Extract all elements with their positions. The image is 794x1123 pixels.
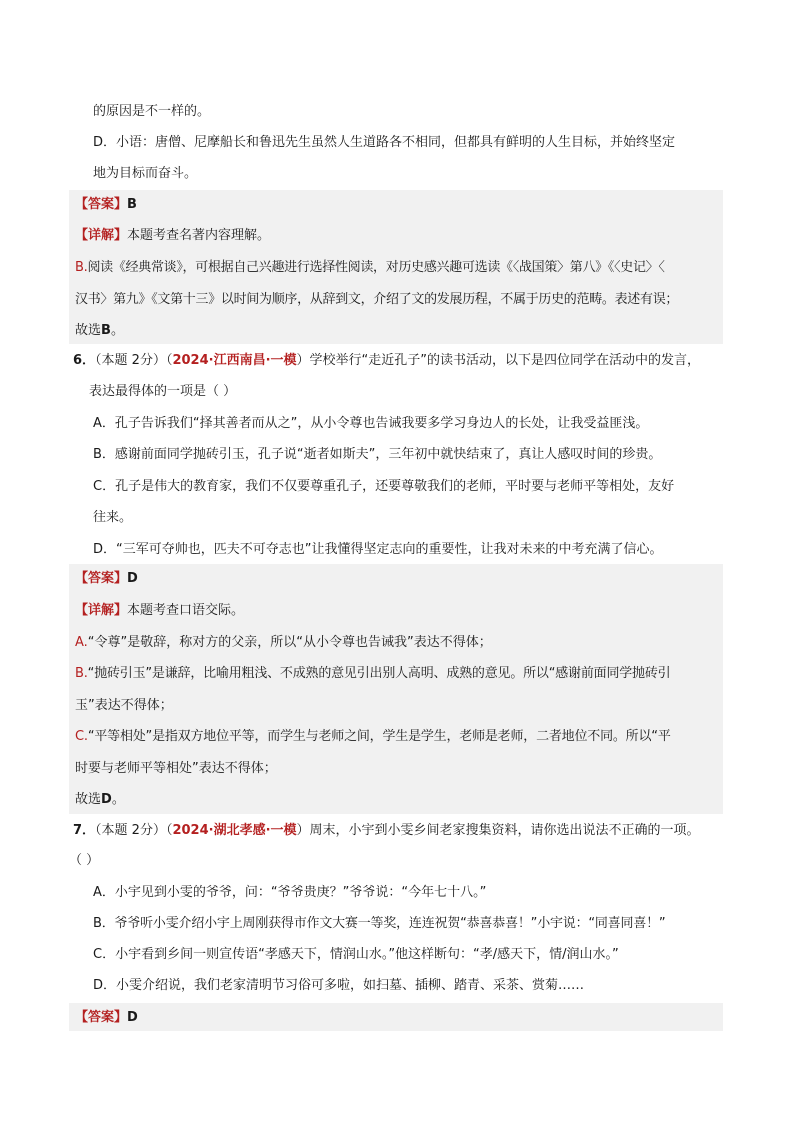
q6-explanation-b-cont: 玉”表达不得体；: [75, 698, 173, 713]
q7-stem: 7．（本题 2分）（2024·湖北孝感·一模）周末，小宇到小雯乡间老家搜集资料，请你选出说法不正确的一项。: [73, 823, 700, 838]
q7-option-d: D．小雯介绍说，我们老家清明节习俗可多啦，如扫墓、插柳、踏青、采茶、赏菊……: [93, 978, 585, 993]
q6-explanation-c-cont: 时要与老师平等相处”表达不得体；: [75, 761, 277, 776]
q6-detail: 【详解】本题考查口语交际。: [75, 603, 245, 618]
q5-explanation-b: B.阅读《经典常谈》，可根据自己兴趣进行选择性阅读，对历史感兴趣可选读《〈战国策〉第八》《〈史记〉〈: [75, 260, 665, 275]
q5-option-d: D．小语：唐僧、尼摩船长和鲁迅先生虽然人生道路各不相同，但都具有鲜明的人生目标，并始终坚定: [93, 135, 676, 150]
q7-option-c: C．小宇看到乡间一则宣传语“孝感天下，情润山水。”他这样断句：“孝/感天下，情/润山水。”: [93, 947, 619, 962]
q6-explanation-b: B.“抛砖引玉”是谦辞，比喻用粗浅、不成熟的意见引出别人高明、成熟的意见。所以“感谢前面同学抛砖引: [75, 666, 671, 681]
q6-explanation-a: A.“令尊”是敬辞，称对方的父亲，所以“从小令尊也告诫我”表达不得体；: [75, 635, 492, 650]
q6-conclusion: 故选D。: [75, 792, 125, 807]
q5-answer-block: [69, 190, 723, 344]
q6-option-c-continuation: 往来。: [93, 510, 133, 525]
q6-stem-cont: 表达最得体的一项是（ ）: [89, 384, 237, 399]
q5-explanation-b-cont: 汉书〉第九》《文第十三》以时间为顺序，从辞到文，介绍了文的发展历程，不属于历史的范畴。表述有误；: [75, 292, 679, 307]
q6-answer: 【答案】D: [75, 571, 138, 586]
q6-option-b: B．感谢前面同学抛砖引玉，孔子说“逝者如斯夫”，三年初中就快结束了，真让人感叹时间的珍贵。: [93, 447, 662, 462]
q6-option-d: D．“三军可夺帅也，匹夫不可夺志也”让我懂得坚定志向的重要性，让我对未来的中考充满了信心。: [93, 542, 663, 557]
q5-answer: 【答案】B: [75, 197, 137, 212]
q5-detail: 【详解】本题考查名著内容理解。: [75, 228, 271, 243]
q7-answer: 【答案】D: [75, 1010, 138, 1025]
q7-option-a: A．小宇见到小雯的爷爷，问：“爷爷贵庚？”爷爷说：“今年七十八。”: [93, 885, 487, 900]
q5-option-d-continuation: 地为目标而奋斗。: [93, 166, 198, 181]
q6-option-a: A．孔子告诉我们“择其善者而从之”，从小令尊也告诫我要多学习身边人的长处，让我受益匪浅。: [93, 416, 649, 431]
q5-option-c-continuation: 的原因是不一样的。: [93, 104, 211, 119]
q6-answer-block: [69, 564, 723, 814]
q7-stem-cont: （ ）: [69, 853, 100, 868]
q6-option-c: C．孔子是伟大的教育家，我们不仅要尊重孔子，还要尊敬我们的老师，平时要与老师平等相处，友好: [93, 479, 675, 494]
q7-option-b: B．爷爷听小雯介绍小宇上周刚获得市作文大赛一等奖，连连祝贺“恭喜恭喜！”小宇说：“同喜同喜！”: [93, 916, 666, 931]
q6-explanation-c: C.“平等相处”是指双方地位平等，而学生与老师之间，学生是学生，老师是老师，二者地位不同。所以“平: [75, 729, 671, 744]
q5-conclusion: 故选B。: [75, 323, 124, 338]
q7-answer-block: [69, 1003, 723, 1031]
q6-stem: 6．（本题 2分）（2024·江西南昌·一模）学校举行“走近孔子”的读书活动，以下是四位同学在活动中的发言，: [73, 353, 701, 368]
